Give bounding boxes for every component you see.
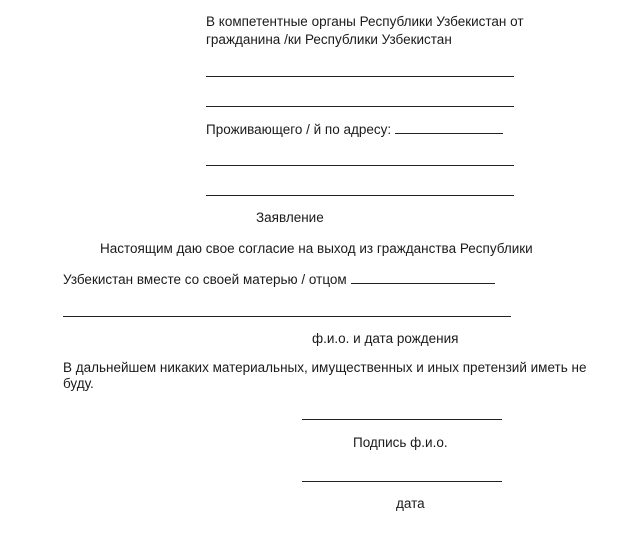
applicant-name-blank-1[interactable] bbox=[206, 76, 514, 77]
no-claims-text-line-2: буду. bbox=[63, 376, 94, 391]
address-blank-1[interactable] bbox=[206, 165, 514, 166]
document-title: Заявление bbox=[256, 210, 324, 225]
consent-text-line-2-row bbox=[63, 271, 495, 289]
applicant-name-blank-2[interactable] bbox=[206, 106, 514, 107]
date-caption: дата bbox=[396, 496, 425, 511]
no-claims-text-line-1: В дальнейшем никаких материальных, имущественных и иных претензий иметь не bbox=[63, 360, 587, 375]
addressee-line-2: гражданина /ки Республики Узбекистан bbox=[206, 32, 452, 47]
residence-label-row bbox=[206, 121, 503, 139]
signature-caption: Подпись ф.и.о. bbox=[353, 435, 448, 450]
signature-blank[interactable] bbox=[302, 419, 502, 420]
residence-label: Проживающего / й по адресу: bbox=[206, 122, 392, 137]
residence-address-blank[interactable] bbox=[395, 121, 503, 134]
name-dob-caption: ф.и.о. и дата рождения bbox=[312, 331, 459, 346]
parent-name-blank[interactable] bbox=[351, 271, 495, 284]
date-blank[interactable] bbox=[302, 481, 502, 482]
addressee-line-1: В компетентные органы Республики Узбекистан от bbox=[206, 14, 524, 29]
address-blank-2[interactable] bbox=[206, 195, 514, 196]
consent-text-line-1: Настоящим даю свое согласие на выход из гражданства Республики bbox=[100, 241, 533, 256]
parent-details-blank[interactable] bbox=[63, 316, 511, 317]
consent-text-line-2: Узбекистан вместе со своей матерью / отцом bbox=[63, 272, 347, 287]
